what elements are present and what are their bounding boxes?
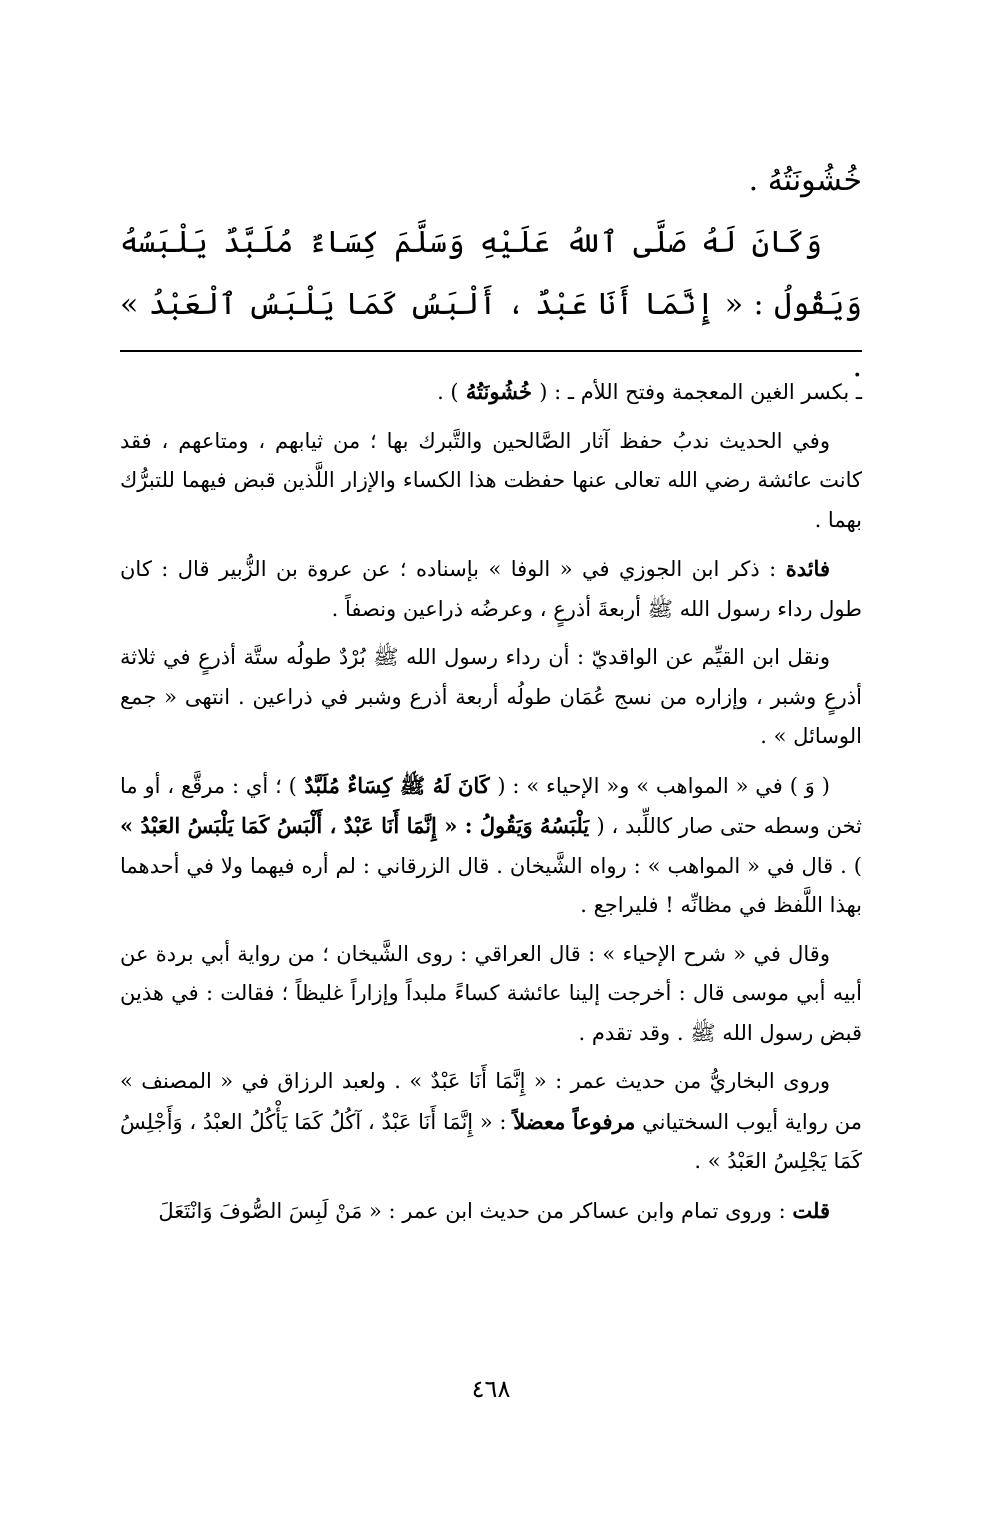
note-7-bold: مرفوعاً معضلاً [513, 1108, 636, 1134]
note-5-quote-1: كَانَ لَهُ ﷺ كِسَاءٌ مُلَبَّدٌ [296, 772, 498, 798]
note-paragraph-8 [120, 1191, 862, 1232]
note-1-bold: خُشُونَتُهُ [458, 379, 540, 404]
note-1-text: ـ بكسر الغين المعجمة وفتح اللأم ـ : ( [539, 380, 862, 404]
note-3-text: : ذكر ابن الجوزي في « الوفا » بإسناده ؛ عن عروة بن الزُّبير قال : كان طول رداء رسول الله ﷺ أربعةَ أذرعٍ ، وعرضُه ذراعين ونصفاً . [120, 557, 862, 621]
note-paragraph-4: ونقل ابن القيِّم عن الواقديّ : أن رداء رسول الله ﷺ بُرْدٌ طولُه ستَّة أذرعٍ في ثلاثة أذرعٍ وشبر ، وإزاره من نسج عُمَان طولُه أربعة أذرع وشبر في ذراعين . انتهى « جمع الوسائل » . [120, 645, 862, 748]
note-8-text: : وروى تمام وابن عساكر من حديث ابن عمر : « مَنْ لَبِسَ الصُّوفَ وَانْتَعَلَ [158, 1198, 793, 1223]
footnote-separator [120, 350, 862, 352]
note-3-label: فائدة [785, 556, 830, 581]
note-paragraph-5 [120, 766, 862, 926]
main-paragraph: وَكَانَ لَهُ صَلَّى ٱللهُ عَلَيْهِ وَسَلَّمَ كِسَاءٌ مُلَبَّدٌ يَلْبَسُهُ وَيَقُولُ : « إِنَّمَا أَنَا عَبْدٌ ، أَلْبَسُ كَمَا يَلْبَسُ ٱلْعَبْدُ » . [120, 225, 862, 384]
note-1-end: ) . [437, 380, 459, 404]
main-text-block [120, 150, 862, 398]
note-8-label: قلت [792, 1197, 830, 1223]
note-5-part-c: ) ؛ أي : مرقَّع ، أو ما ثخن وسطه حتى صار كاللِّبد ، ( [120, 773, 862, 838]
note-paragraph-2: وفي الحديث ندبُ حفظ آثار الصَّالحين والتَّبرك بها ؛ من ثيابهم ، ومتاعهم ، فقد كانت عائشة رضي الله تعالى عنها حفظت هذا الكساء والإزار اللَّذين قبض فيهما للتبرُّك بهما . [120, 428, 862, 532]
note-5-part-e: ) . قال في « المواهب » : رواه الشَّيخان . قال الزرقاني : لم أره فيهما ولا في أحدهما بهذا اللَّفظ في مظانِّه ! فليراجع . [120, 853, 862, 917]
commentary-block [120, 372, 862, 1240]
note-paragraph-1 [120, 372, 862, 413]
carryover-line: خُشُونَتُهُ . [748, 163, 862, 198]
note-5-part-a: ( وَ ) في « المواهب » و« الإحياء » : ( [497, 773, 830, 798]
note-7-part-b: : « إِنَّمَا أَنَا عَبْدٌ ، آكُلُ كَمَا يَأْكُلُ العبْدُ ، وَأَجْلِسُ كَمَا يَجْلِسُ العَبْدُ » . [120, 1109, 862, 1173]
page-number: ٤٦٨ [471, 1375, 511, 1403]
note-paragraph-7 [120, 1062, 862, 1182]
note-7-part-a: وروى البخاريُّ من حديث عمر : « إِنَّمَا أَنَا عَبْدٌ » . ولعبد الرزاق في « المصنف » من رواية أيوب السختياني [120, 1069, 862, 1134]
note-5-quote-2: يَلْبَسُهُ وَيَقُولُ : « إِنَّمَا أَنَا عَبْدٌ ، أَلْبَسُ كَمَا يَلْبَسُ العَبْدُ » [120, 813, 597, 838]
note-paragraph-3 [120, 549, 862, 629]
note-paragraph-6: وقال في « شرح الإحياء » : قال العراقي : روى الشَّيخان ؛ من رواية أبي بردة عن أبيه أبي موسى قال : أخرجت إلينا عائشة كساءً ملبداً وإزاراً غليظاً ؛ فقالت : في هذين قبض رسول الله ﷺ . وقد تقدم . [120, 941, 862, 1045]
